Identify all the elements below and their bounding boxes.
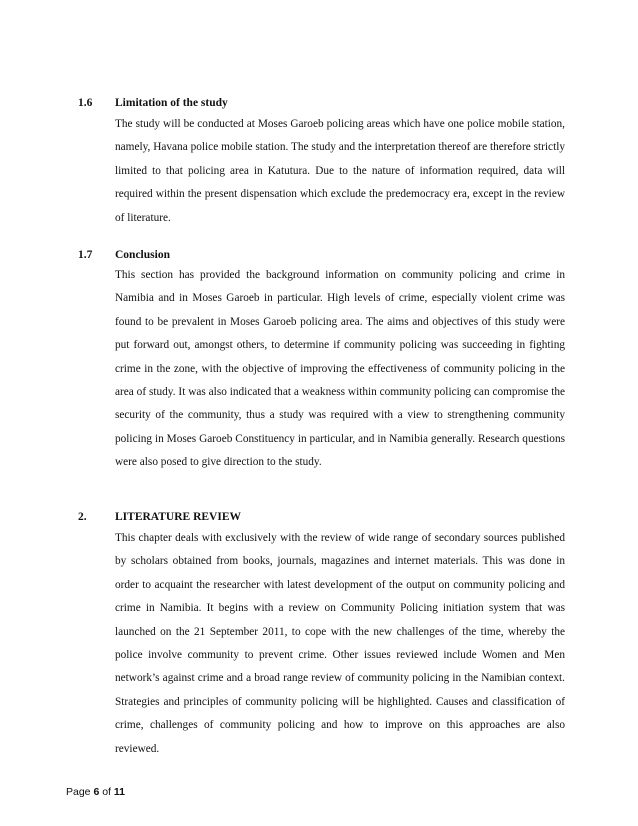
page-total: 11	[113, 786, 126, 798]
page-label: Page	[66, 786, 91, 798]
section-paragraph: The study will be conducted at Moses Garoeb policing areas which have one police mobile station, namely, Havana police mobile station. The study and the interpretation thereof are therefore strictly limited to that policing area in Katutura. Due to the nature of information required, data will required within the present dispensation which exclude the predemocracy era, except in the review of literature.	[115, 118, 565, 224]
page-current: 6	[93, 786, 100, 798]
section-paragraph: This chapter deals with exclusively with the review of wide range of secondary sources published by scholars obtained from books, journals, magazines and internet materials. This was done in order to acquaint the researcher with latest development of the output on community policing and crime in Namibia. It begins with a review on Community Policing initiation system that was launched on the 21 September 2011, to cope with the new challenges of the time, whereby the police involve community to prevent crime. Other issues reviewed include Women and Men network’s against crime and a broad range review of community policing in the Namibian context. Strategies and principles of community policing will be highlighted. Causes and classification of crime, challenges of community policing and how to improve on this approaches are also reviewed.	[115, 532, 565, 755]
of-label: of	[102, 786, 111, 798]
section-number: 2.	[78, 511, 87, 523]
section-heading: Limitation of the study	[115, 97, 228, 109]
page-footer	[66, 786, 125, 799]
section-heading: Conclusion	[115, 249, 170, 261]
section-heading: LITERATURE REVIEW	[115, 511, 241, 523]
section-number: 1.7	[78, 249, 93, 261]
section-paragraph: This section has provided the background information on community policing and crime in Namibia and in Moses Garoeb in particular. High levels of crime, especially violent crime was found to be prevalent in Moses Garoeb policing area. The aims and objectives of this study were put forward out, amongst others, to determine if community policing was succeeding in fighting crime in the zone, with the objective of improving the effectiveness of community policing in the area of study. It was also indicated that a weakness within community policing can compromise the security of the community, thus a study was required with a view to strengthening community policing in Moses Garoeb Constituency in particular, and in Namibia generally. Research questions were also posed to give direction to the study.	[115, 269, 565, 469]
section-number: 1.6	[78, 97, 93, 109]
